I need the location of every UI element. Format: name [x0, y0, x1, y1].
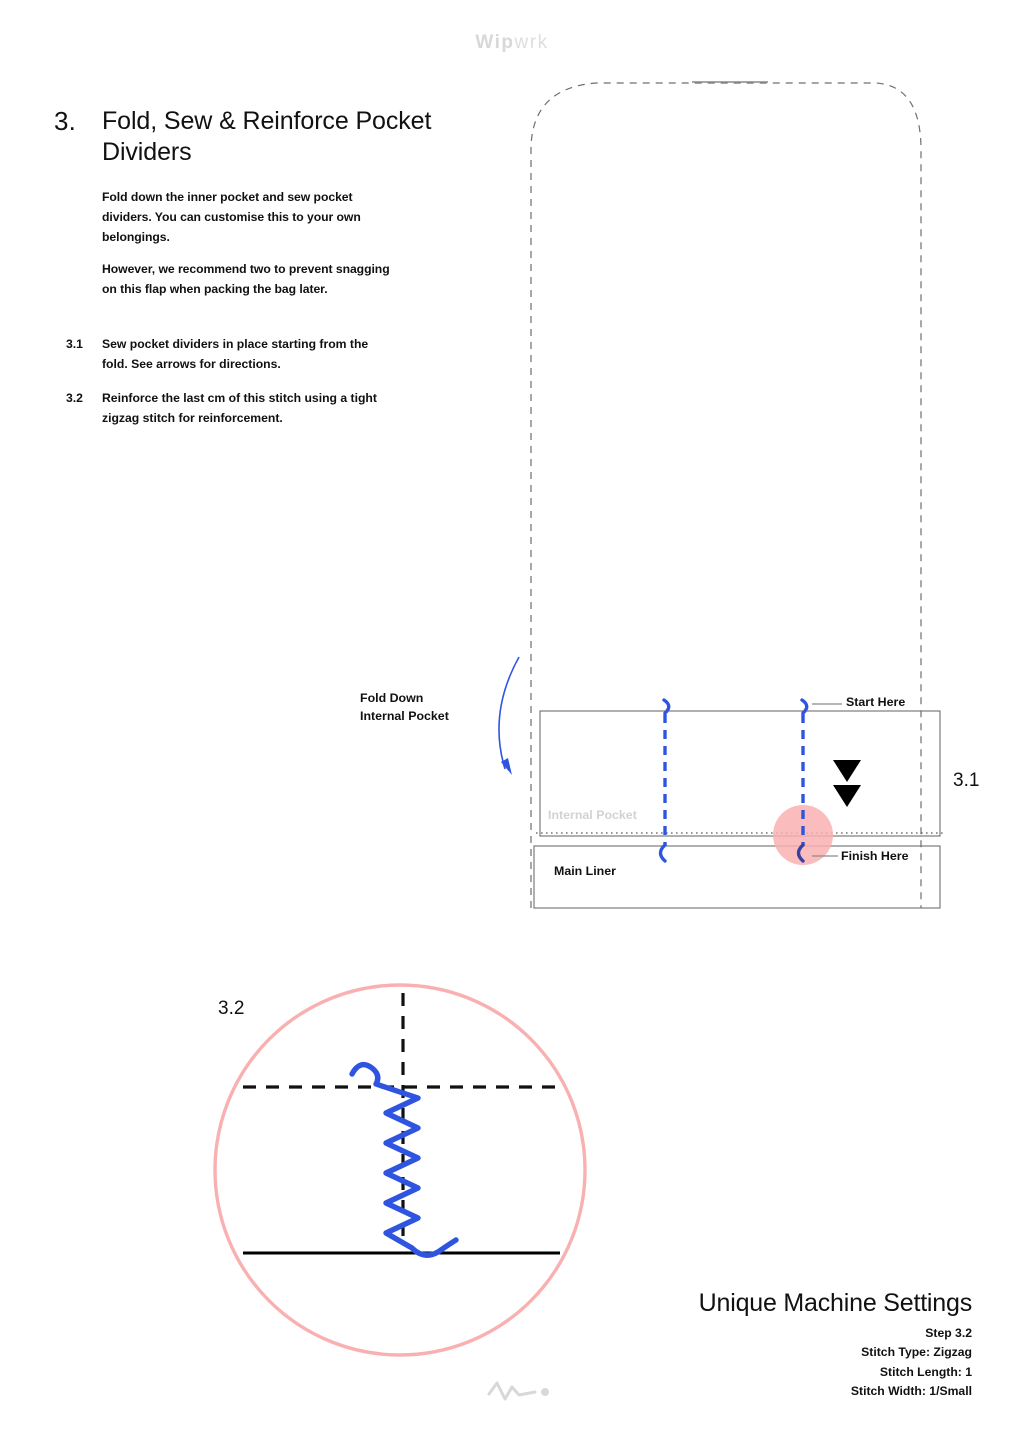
- substep-3-1-number: 3.1: [66, 337, 83, 351]
- machine-settings-title: Unique Machine Settings: [698, 1289, 972, 1317]
- machine-setting-step: Step 3.2: [925, 1326, 972, 1340]
- fold-down-label-line1: Fold Down: [360, 691, 424, 705]
- divider-stitch-left-end-hook: [661, 845, 666, 861]
- fold-down-arrow-curve: [499, 657, 519, 769]
- step-heading: [54, 106, 434, 167]
- substep-3-2: [66, 389, 396, 429]
- zigzag-reinforce-stitch: [352, 1065, 456, 1256]
- machine-setting-stitch-type: Stitch Type: Zigzag: [861, 1345, 972, 1360]
- step-paragraph-2: However, we recommend two to prevent snagging on this flap when packing the bag later.: [102, 262, 390, 296]
- internal-pocket-label: Internal Pocket: [548, 808, 637, 822]
- start-here-label: Start Here: [846, 695, 906, 709]
- direction-arrow-icon-1: [833, 760, 861, 782]
- fold-down-arrowhead-icon: [501, 758, 512, 775]
- fold-down-label-line2: Internal Pocket: [360, 708, 449, 723]
- machine-settings-list: [851, 1324, 972, 1401]
- direction-arrow-icon-2: [833, 785, 861, 807]
- finish-here-label: Finish Here: [841, 849, 909, 863]
- callout-3-1: 3.1: [953, 770, 980, 791]
- callout-3-2: 3.2: [218, 998, 245, 1019]
- step-number: 3.: [54, 106, 77, 136]
- substep-3-2-number: 3.2: [66, 391, 83, 405]
- wordmark-bold: Wip: [475, 32, 515, 53]
- page-wordmark: [0, 32, 1024, 54]
- substep-3-2-text: Reinforce the last cm of this stitch using a tight zigzag stitch for reinforcement.: [102, 391, 377, 425]
- bag-outline: [531, 83, 921, 908]
- wordmark-light: wrk: [514, 32, 549, 53]
- page-title: Fold, Sew & Reinforce Pocket Dividers: [102, 107, 432, 166]
- machine-setting-stitch-length: Stitch Length: 1: [879, 1364, 972, 1379]
- stitch-wave-logo-icon: [489, 1383, 549, 1399]
- reinforce-highlight-circle: [773, 805, 833, 865]
- divider-stitch-right-start-hook: [802, 700, 807, 713]
- divider-stitch-right-end-hook: [799, 845, 804, 861]
- substep-3-1-text: Sew pocket dividers in place starting from the fold. See arrows for directions.: [102, 337, 369, 371]
- main-liner-label: Main Liner: [554, 864, 616, 878]
- detail-circle-outline: [215, 985, 585, 1355]
- machine-setting-stitch-width: Stitch Width: 1/Small: [850, 1383, 972, 1398]
- substep-3-1: [66, 335, 396, 375]
- divider-stitch-left-start-hook: [664, 700, 669, 713]
- step-paragraph-1: Fold down the inner pocket and sew pocket dividers. You can customise this to your own belongings.: [102, 190, 361, 244]
- fold-down-label: [360, 690, 449, 726]
